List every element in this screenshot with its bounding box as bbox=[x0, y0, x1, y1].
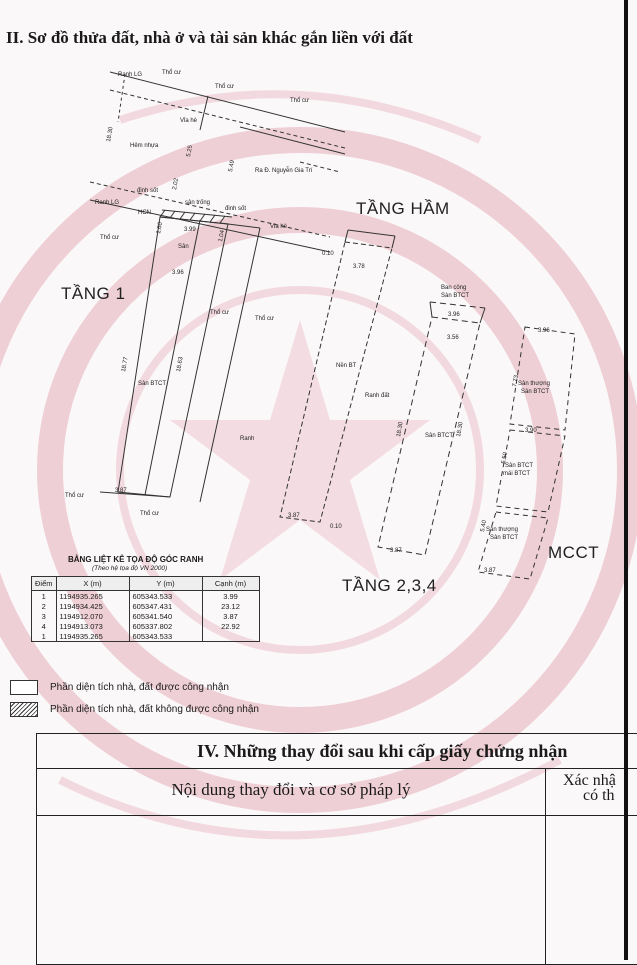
plan-label-san: Sân bbox=[178, 244, 189, 250]
table-row bbox=[32, 611, 260, 621]
plan-label-ranh-lg-top: Ranh LG bbox=[118, 72, 143, 78]
plan-label-mai-btct: mái BTCT bbox=[503, 471, 530, 477]
dim-3-96-c: 3.96 bbox=[538, 328, 550, 334]
dim-18-63: 18.63 bbox=[176, 356, 185, 373]
dim-3-87-c: 3.87 bbox=[390, 548, 402, 554]
column-header-confirmation-line1: Xác nhậ bbox=[563, 772, 616, 789]
section-4-column-headers bbox=[37, 769, 637, 816]
cell-edge: 3.87 bbox=[202, 611, 259, 621]
cell-edge: 3.99 bbox=[202, 591, 259, 602]
cell-y: 605343.533 bbox=[129, 591, 202, 602]
cell-y: 605347.431 bbox=[129, 601, 202, 611]
dim-3-96-b: 3.96 bbox=[448, 312, 460, 318]
plan-label-road: Ra Đ. Nguyễn Gia Trí bbox=[255, 168, 313, 174]
cell-edge: 22.92 bbox=[202, 621, 259, 631]
dim-2-02: 2.02 bbox=[172, 177, 180, 191]
cell-x: 1194913.073 bbox=[56, 621, 129, 631]
cell-point: 2 bbox=[32, 601, 57, 611]
dim-3-56: 3.56 bbox=[447, 335, 459, 341]
plan-label-tho-cu-1: Thổ cư bbox=[162, 70, 182, 76]
cell-point: 1 bbox=[32, 631, 57, 642]
column-header-confirmation-line2: có th bbox=[583, 787, 615, 804]
plan-label-via-he-2: Vỉa hè bbox=[270, 224, 288, 230]
legend-recognized-label: Phần diện tích nhà, đất được công nhận bbox=[50, 682, 229, 693]
plan-label-ranh: Ranh bbox=[240, 436, 255, 442]
dim-18-77: 18.77 bbox=[121, 356, 130, 373]
dim-1-60: 1.60 bbox=[156, 221, 164, 235]
col-header-point: Điểm bbox=[32, 577, 57, 591]
dim-1-04: 1.04 bbox=[218, 229, 226, 243]
plan-label-tho-cu-4: Thổ cư bbox=[100, 235, 120, 241]
dim-3-99: 3.99 bbox=[184, 227, 196, 233]
plan-label-san-btct-2: Sân BTCT bbox=[425, 433, 454, 439]
label-tang-ham: TẦNG HẦM bbox=[356, 199, 450, 218]
dim-3-87: 3.87 bbox=[115, 488, 127, 494]
plan-label-san-btct-1: Sân BTCT bbox=[138, 381, 167, 387]
dim-5-40: 5.40 bbox=[480, 519, 488, 533]
plan-label-san-btct-3: Sân BTCT bbox=[521, 389, 550, 395]
plan-label-tho-cu-3: Thổ cư bbox=[290, 98, 310, 104]
legend-not-recognized-label: Phần diện tích nhà, đất không được công nhận bbox=[50, 704, 259, 715]
plan-label-san-btct-4: Sân BTCT bbox=[505, 463, 534, 469]
dim-7-73: 7.73 bbox=[512, 374, 520, 388]
cell-x: 1194935.265 bbox=[56, 631, 129, 642]
plan-label-via-he: Vỉa hè bbox=[180, 118, 198, 124]
plan-label-nen-bt: Nền BT bbox=[336, 363, 357, 369]
plan-label-ranh-lg: Ranh LG bbox=[95, 200, 120, 206]
plan-label-tho-cu-5: Thổ cư bbox=[210, 310, 230, 316]
plan-label-tho-cu-7: Thổ cư bbox=[65, 493, 85, 499]
dim-0-10: 0.10 bbox=[322, 251, 334, 257]
cell-x: 1194912.070 bbox=[56, 611, 129, 621]
plan-label-san-trong: sân trống bbox=[185, 200, 211, 206]
coords-table-title: BẢNG LIỆT KÊ TỌA ĐỘ GÓC RANH bbox=[68, 555, 204, 564]
dim-0-10-b: 0.10 bbox=[330, 524, 342, 530]
dim-5-50: 5.50 bbox=[501, 451, 509, 465]
col-header-x: X (m) bbox=[56, 577, 129, 591]
cell-y: 605341.540 bbox=[129, 611, 202, 621]
label-mcct: MCCT bbox=[548, 543, 600, 562]
dim-5-25: 5.25 bbox=[186, 144, 194, 158]
cell-edge bbox=[202, 631, 259, 642]
table-row bbox=[32, 601, 260, 611]
dim-3-96: 3.96 bbox=[172, 270, 184, 276]
table-row bbox=[32, 621, 260, 631]
section-4-title: IV. Những thay đổi sau khi cấp giấy chứng nhận bbox=[37, 734, 637, 769]
dim-5-49: 5.49 bbox=[228, 159, 236, 173]
plan-label-san-btct-5: Sân BTCT bbox=[490, 535, 519, 541]
section-2-title: II. Sơ đồ thửa đất, nhà ở và tài sản khác gắn liền với đất bbox=[6, 28, 413, 47]
dim-3-87-d: 3.87 bbox=[484, 568, 496, 574]
column-header-confirmation bbox=[563, 773, 616, 803]
legend-hatched-box-icon bbox=[10, 702, 38, 717]
plan-label-dinh-sot-2: đinh sốt bbox=[225, 206, 247, 212]
column-header-change-content: Nội dung thay đổi và cơ sở pháp lý bbox=[37, 769, 546, 815]
plan-label-tho-cu-6: Thổ cư bbox=[255, 316, 275, 322]
column-divider bbox=[545, 814, 546, 964]
plan-label-hem-nhua: Hẻm nhựa bbox=[130, 143, 159, 149]
plan-label-dinh-sot: đinh sốt bbox=[137, 188, 159, 194]
legend-recognized bbox=[10, 680, 229, 695]
cell-y: 605337.802 bbox=[129, 621, 202, 631]
dim-18-30-c: 18.30 bbox=[456, 421, 465, 438]
dim-3-78: 3.78 bbox=[353, 264, 365, 270]
coords-table-subtitle: (Theo hệ tọa độ VN 2000) bbox=[92, 565, 168, 572]
coords-table bbox=[31, 576, 260, 642]
dim-18-30: 18.30 bbox=[106, 126, 115, 143]
cell-point: 1 bbox=[32, 591, 57, 602]
plan-label-ban-cong-btct: Sàn BTCT bbox=[441, 293, 470, 299]
plan-label-hcn: HCN bbox=[138, 210, 151, 216]
cell-x: 1194934.425 bbox=[56, 601, 129, 611]
dim-18-30-b: 18.30 bbox=[396, 421, 405, 438]
table-row bbox=[32, 591, 260, 602]
dim-3-90: 3.90 bbox=[525, 428, 537, 434]
label-tang-2-3-4: TẦNG 2,3,4 bbox=[342, 576, 437, 595]
cell-edge: 23.12 bbox=[202, 601, 259, 611]
plan-label-tho-cu-8: Thổ cư bbox=[140, 511, 160, 517]
cell-x: 1194935.265 bbox=[56, 591, 129, 602]
legend-empty-box-icon bbox=[10, 680, 38, 695]
cell-point: 3 bbox=[32, 611, 57, 621]
col-header-edge: Cạnh (m) bbox=[202, 577, 259, 591]
label-tang-1: TẦNG 1 bbox=[61, 284, 126, 303]
cell-y: 605343.533 bbox=[129, 631, 202, 642]
plan-label-ban-cong: Ban công bbox=[441, 285, 467, 291]
cell-point: 4 bbox=[32, 621, 57, 631]
section-4-table bbox=[36, 733, 637, 965]
table-row bbox=[32, 631, 260, 642]
col-header-y: Y (m) bbox=[129, 577, 202, 591]
legend-not-recognized bbox=[10, 702, 259, 717]
plan-label-ranh-dat: Ranh đất bbox=[365, 393, 390, 399]
plan-label-san-thuong-1: Sân thượng bbox=[518, 381, 550, 387]
plan-label-san-thuong-2: Sân thượng bbox=[486, 527, 518, 533]
dim-3-87-b: 3.87 bbox=[288, 513, 300, 519]
right-edge-border bbox=[624, 0, 628, 960]
plan-label-tho-cu-2: Thổ cư bbox=[215, 84, 235, 90]
